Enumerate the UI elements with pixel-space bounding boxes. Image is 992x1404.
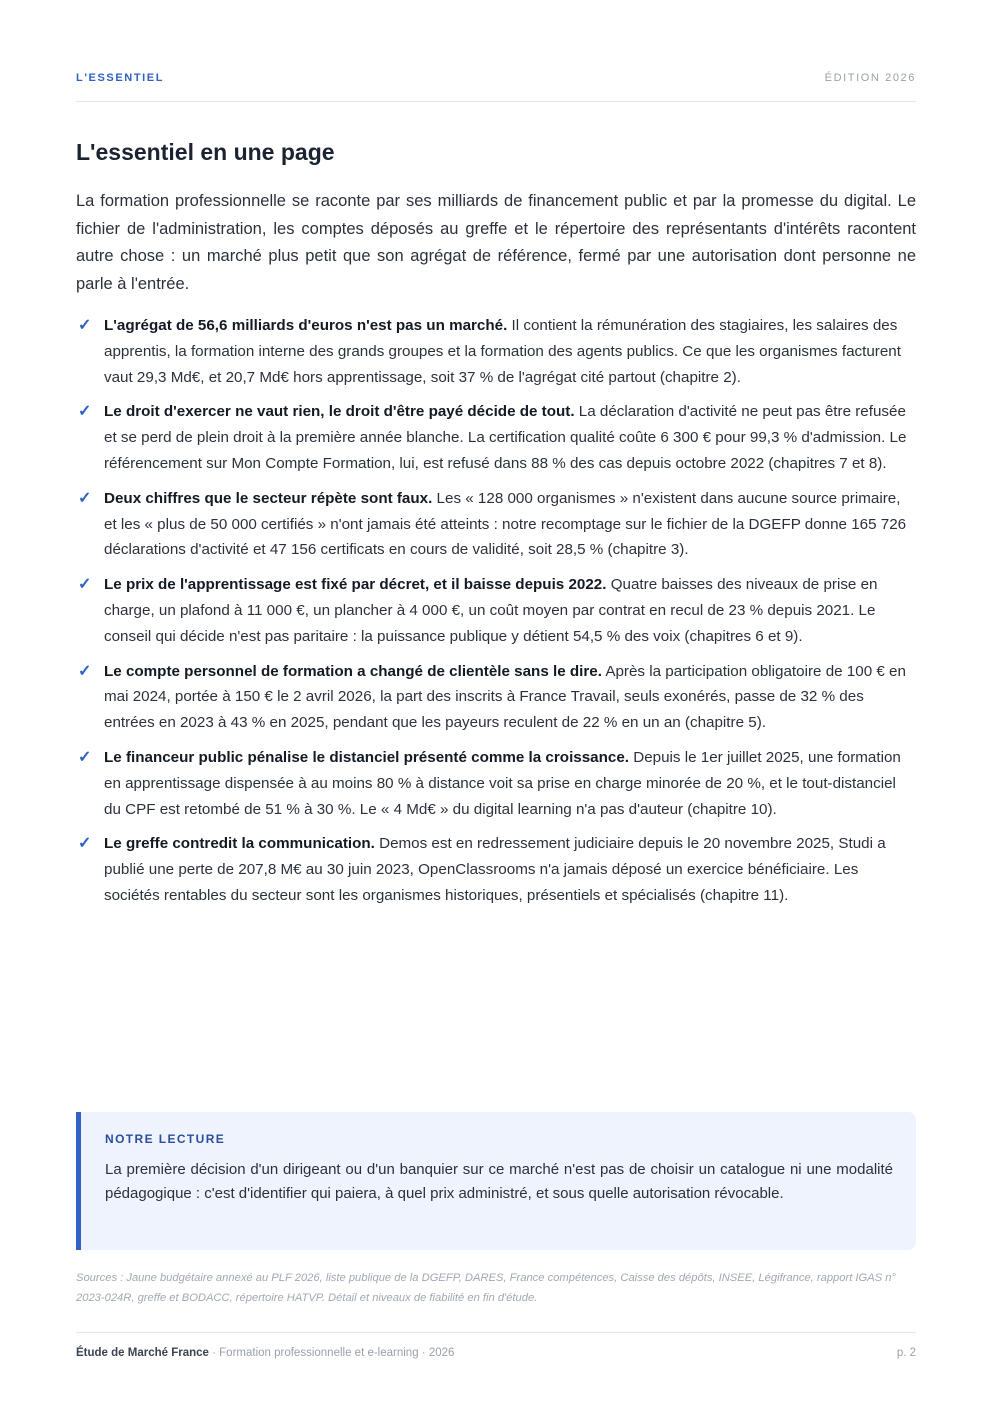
checkmark-icon: ✓ — [78, 403, 92, 421]
key-point-text: Depuis le 1er juillet 2025, une formation en apprentissage dispensée à au moins 80 % à distance voit sa prise en charge minorée de 20 %, et le tout-distanciel du CPF est retombé de 51 % à 30 %. Le « 4 Md€ » du digital learning n'a pas d'auteur (chapitre 10). — [104, 748, 901, 818]
key-point-title: Le prix de l'apprentissage est fixé par décret, et il baisse depuis 2022. — [104, 576, 607, 594]
footer-title — [76, 1347, 454, 1359]
page-title: L'essentiel en une page — [76, 139, 335, 165]
key-point-text: Après la participation obligatoire de 100 € en mai 2024, portée à 150 € le 2 avril 2026, la part des inscrits à France Travail, seuls exonérés, passe de 32 % des entrées en 2023 à 43 % en 2025, pendant que les payeurs reculent de 22 % en un an (chapitre 5). — [104, 662, 906, 732]
intro-paragraph: La formation professionnelle se raconte par ses milliards de financement public et par la promesse du digital. Le fichier de l'administration, les comptes déposés au greffe et le répertoire des représentants d'intérêts racontent autre chose : un marché plus petit que son agrégat de référence, fermé par une autorisation dont personne ne parle à l'entrée. — [76, 192, 916, 293]
page-footer — [76, 1332, 916, 1362]
key-point-title: Le greffe contredit la communication. — [104, 835, 375, 853]
key-point — [76, 313, 916, 390]
footer-subtitle: · Formation professionnelle et e-learning · 2026 — [208, 1347, 455, 1359]
key-point — [76, 831, 916, 908]
page-number: p. 2 — [896, 1347, 916, 1359]
key-point-text: Demos est en redressement judiciaire depuis le 20 novembre 2025, Studi a publié une perte de 207,8 M€ au 30 juin 2023, OpenClassrooms n'a jamais déposé un exercice bénéficiaire. Les sociétés rentables du secteur sont les organismes historiques, présentiels et spécialisés (chapitre 11). — [104, 835, 886, 904]
footer-brand: Étude de Marché France — [76, 1347, 209, 1359]
key-point-title: L'agrégat de 56,6 milliards d'euros n'est pas un marché. — [104, 317, 508, 334]
key-point-title: Le compte personnel de formation a changé de clientèle sans le dire. — [104, 662, 602, 680]
section-label: L'ESSENTIEL — [76, 72, 165, 84]
edition-label: ÉDITION 2026 — [824, 72, 916, 84]
key-points-list — [76, 313, 916, 909]
key-point-text: Il contient la rémunération des stagiaires, les salaires des apprentis, la formation interne des grands groupes et la formation des agents publics. Ce que les organismes facturent vaut 29,3 Md€, et 20,7 Md€ hors apprentissage, soit 37 % de l'agrégat cité partout (chapitre 2). — [104, 317, 901, 386]
reading-callout — [76, 1112, 916, 1250]
key-point-title: Le droit d'exercer ne vaut rien, le droit d'être payé décide de tout. — [104, 403, 575, 421]
key-point — [76, 486, 916, 563]
page-header — [76, 70, 916, 102]
checkmark-icon: ✓ — [78, 835, 92, 853]
checkmark-icon: ✓ — [78, 576, 92, 594]
sources-note: Sources : Jaune budgétaire annexé au PLF 2026, liste publique de la DGEFP, DARES, France compétences, Caisse des dépôts, INSEE, Légifrance, rapport IGAS n° 2023-024R, greffe et BODACC, répertoire HATVP. Détail et niveaux de fiabilité en fin d'étude. — [76, 1272, 896, 1304]
checkmark-icon: ✓ — [78, 748, 92, 766]
key-point-text: Quatre baisses des niveaux de prise en charge, un plafond à 11 000 €, un plancher à 4 000 €, un coût moyen par contrat en recul de 23 % depuis 2021. Le conseil qui décide n'est pas paritaire : la puissance publique y détient 54,5 % des voix (chapitres 6 et 9). — [104, 576, 878, 645]
checkmark-icon: ✓ — [78, 317, 92, 334]
checkmark-icon: ✓ — [78, 489, 92, 507]
key-point-text: Les « 128 000 organismes » n'existent dans aucune source primaire, et les « plus de 50 000 certifiés » n'ont jamais été atteints : notre recomptage sur le fichier de la DGEFP donne 165 726 déclarations d'activité et 47 156 certificats en cours de validité, soit 28,5 % (chapitre 3). — [104, 489, 907, 559]
callout-label: NOTRE LECTURE — [105, 1132, 226, 1146]
key-point-title: Le financeur public pénalise le distanciel présenté comme la croissance. — [104, 748, 630, 766]
checkmark-icon: ✓ — [78, 662, 92, 680]
key-point — [76, 745, 916, 822]
callout-text: La première décision d'un dirigeant ou d'un banquier sur ce marché n'est pas de choisir un catalogue ni une modalité pédagogique : c'est d'identifier qui paiera, à quel prix administré, et sous quelle autorisation révocable. — [105, 1161, 893, 1202]
key-point-text: La déclaration d'activité ne peut pas être refusée et se perd de plein droit à la première année blanche. La certification qualité coûte 6 300 € pour 99,3 % d'admission. Le référencement sur Mon Compte Formation, lui, est refusé dans 88 % des cas depuis octobre 2022 (chapitres 7 et 8). — [104, 403, 907, 472]
key-point — [76, 659, 916, 736]
key-point — [76, 572, 916, 649]
key-point-title: Deux chiffres que le secteur répète sont faux. — [104, 489, 433, 507]
key-point — [76, 399, 916, 476]
